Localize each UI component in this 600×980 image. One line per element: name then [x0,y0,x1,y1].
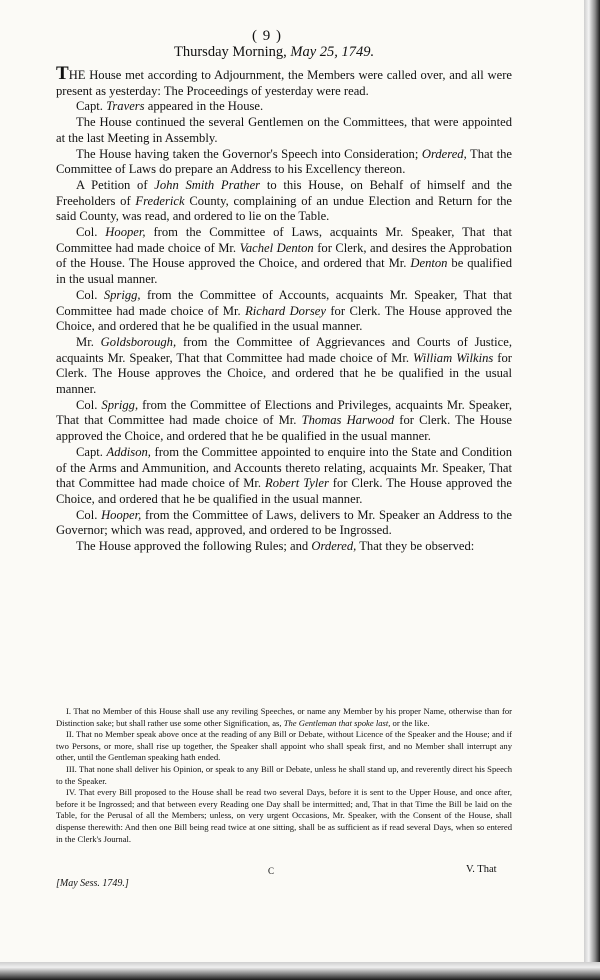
paragraph: Col. Sprigg, from the Committee of Elections and Privileges, acquaints Mr. Speaker, That that Committee had made choice of Mr. Thomas Harwood for Clerk. The House approved the Choice, and ordered that he be qualified in the usual manner. [56,397,513,444]
heading-prefix: Thursday Morning, [174,44,287,60]
proceedings-text [56,63,513,555]
paragraph: Capt. Travers appeared in the House. [76,99,264,114]
paragraph: A Petition of John Smith Prather to this House, on Behalf of himself and the Freeholders of Frederick County, complaining of an undue Election and Return for the said County, was read, and ordered to lie on the Table. [56,177,512,224]
paragraph: THE House met according to Adjournment, the Members were called over, and all were present as yesterday: The Proceedings of yesterday were read. [56,63,512,98]
paragraph: Mr. Goldsborough, from the Committee of Aggrievances and Courts of Justice, acquaints Mr. Speaker, That that Committee had made choice of Mr. William Wilkins for Clerk. The House approves the Choice, and ordered that he be qualified in the usual manner. [56,334,512,397]
rule-item: III. That none shall deliver his Opinion, or speak to any Bill or Debate, unless he shall stand up, and reverently direct his Speech to the Speaker. [56,763,512,786]
page-number: ( 9 ) [252,28,282,44]
signature-mark: C [268,866,275,876]
paragraph: Col. Hooper, from the Committee of Laws, delivers to Mr. Speaker an Address to the Governor; which was read, approved, and ordered to be Ingrossed. [56,507,512,538]
paragraph: Col. Hooper, from the Committee of Laws, acquaints Mr. Speaker, That that Committee had made choice of Mr. Vachel Denton for Clerk, and desires the Approbation of the House. The House approved the Choice, and ordered that Mr. Denton be qualified in the usual manner. [56,225,513,287]
paragraph: The House having taken the Governor's Speech into Consideration; Ordered, That the Committee of Laws do prepare an Address to his Excellency thereon. [56,146,512,177]
page-edge-bottom [0,962,600,980]
paragraph: The House continued the several Gentlemen on the Committees, that were appointed at the last Meeting in Assembly. [56,115,512,145]
paragraph: The House approved the following Rules; and Ordered, That they be observed: [76,539,475,554]
page-edge-right [584,0,600,980]
paragraph: Col. Sprigg, from the Committee of Accounts, acquaints Mr. Speaker, That that Committee had made choice of Mr. Richard Dorsey for Clerk. The House approved the Choice, and ordered that he be qualified in the usual manner. [56,287,512,334]
rule-item: II. That no Member speak above once at the reading of any Bill or Debate, without Licence of the Speaker and the House; and if two Persons, or more, shall rise up together, the Speaker shall appoint who shall speak first, and no Member shall interrupt any other, until the Gentleman speaking hath ended. [56,729,512,763]
rule-item: IV. That every Bill proposed to the House shall be read two several Days, before it is sent to the Upper House, and once after, before it be Ingrossed; and that between every Reading one Day shall be intermitted; and, That in that Time the Bill be laid on the Table, for the Perusal of all the Members; unless, on very urgent Occasions, Mr. Speaker, with the Consent of the House, shall dispense therewith: And then one Bill being read twice at one sitting, shall be as sufficient as if read several Days, when so entered in the Clerk's Journal. [56,787,512,844]
page-heading [174,44,374,61]
signature-note: [May Sess. 1749.] [56,878,129,889]
house-rules [56,706,512,845]
rule-item: I. That no Member of this House shall use any reviling Speeches, or name any Member by his proper Name, otherwise than for Distinction sake; but shall rather use some other Signification, as, The Gentleman that spoke last, or the like. [56,706,512,728]
paragraph: Capt. Addison, from the Committee appointed to enquire into the State and Condition of the Arms and Ammunition, and Accounts thereto relating, acquaints Mr. Speaker, That that Committee had made choice of Mr. Robert Tyler for Clerk. The House approved the Choice, and ordered that he be qualified in the usual manner. [56,444,513,506]
catchword: V. That [466,864,497,875]
heading-date: May 25, 1749. [290,44,375,60]
